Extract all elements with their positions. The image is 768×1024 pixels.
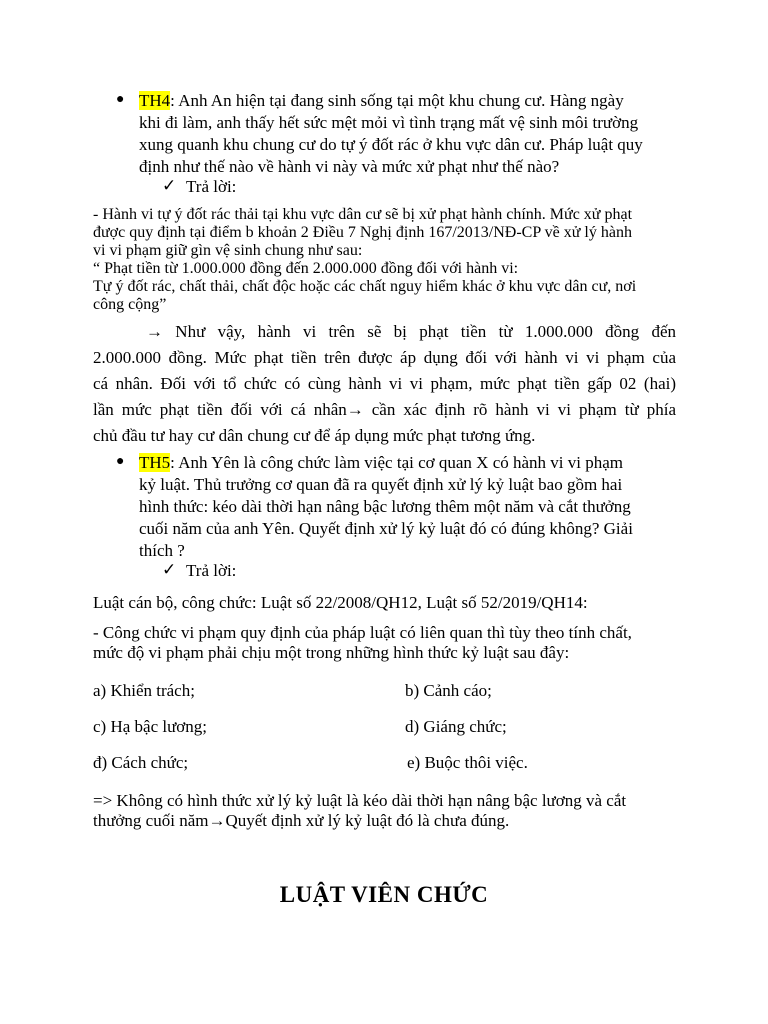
th5-question-line5: thích ?	[139, 541, 185, 560]
th4-conclusion-line: lần mức phạt tiền đối với cá nhân→ cần xác định rõ hành vi vi phạm từ phía	[93, 400, 676, 419]
th4-answer-line: vi vi phạm giữ gìn vệ sinh chung như sau:	[93, 242, 363, 259]
th4-answer-line: “ Phạt tiền từ 1.000.000 đồng đến 2.000.000 đồng đối với hành vi:	[93, 260, 519, 277]
th4-conclusion-line: → Như vậy, hành vi trên sẽ bị phạt tiền từ 1.000.000 đồng đến	[146, 322, 676, 341]
th4-answer-line: - Hành vi tự ý đốt rác thải tại khu vực dân cư sẽ bị xử phạt hành chính. Mức xử phạt	[93, 206, 633, 223]
th4-answer-line: công cộng”	[93, 296, 167, 313]
th4-question-line3: xung quanh khu chung cư do tự ý đốt rác ở khu vực dân cư. Pháp luật quy	[139, 135, 643, 154]
option-e: e) Buộc thôi việc.	[407, 753, 528, 772]
th5-rule-line2: mức độ vi phạm phải chịu một trong những hình thức kỷ luật sau đây:	[93, 643, 570, 662]
th4-answer-line: Tự ý đốt rác, chất thải, chất độc hoặc các chất nguy hiểm khác ở khu vực dân cư, nơi	[93, 278, 637, 295]
checkmark-icon: ✓	[162, 176, 177, 195]
th4-answer-label: Trả lời:	[186, 177, 237, 196]
option-c: c) Hạ bậc lương;	[93, 717, 208, 736]
option-d: d) Giáng chức;	[405, 717, 507, 736]
th5-law-reference: Luật cán bộ, công chức: Luật số 22/2008/QH12, Luật số 52/2019/QH14:	[93, 593, 588, 612]
option-a: a) Khiển trách;	[93, 681, 195, 700]
section-title: LUẬT VIÊN CHỨC	[279, 882, 489, 907]
th5-question-line2: kỷ luật. Thủ trưởng cơ quan đã ra quyết định xử lý kỷ luật bao gồm hai	[139, 475, 623, 494]
th5-answer-label: Trả lời:	[186, 561, 237, 580]
th4-question-line1: TH4: Anh An hiện tại đang sinh sống tại một khu chung cư. Hàng ngày	[139, 91, 624, 110]
bullet-icon: ●	[116, 92, 125, 107]
th5-label: TH5	[139, 453, 171, 472]
option-dd: đ) Cách chức;	[93, 753, 189, 772]
th4-answer-line: được quy định tại điểm b khoản 2 Điều 7 Nghị định 167/2013/NĐ-CP về xử lý hành	[93, 224, 632, 241]
th4-conclusion-line: cá nhân. Đối với tổ chức có cùng hành vi vi phạm, mức phạt tiền gấp 02 (hai)	[93, 374, 676, 393]
th4-label: TH4	[139, 91, 171, 110]
th5-question-line3: hình thức: kéo dài thời hạn nâng bậc lương thêm một năm và cắt thưởng	[139, 497, 631, 516]
bullet-icon: ●	[116, 454, 125, 469]
th4-question-line2: khi đi làm, anh thấy hết sức mệt mỏi vì tình trạng mất vệ sinh môi trường	[139, 113, 639, 132]
option-b: b) Cảnh cáo;	[405, 681, 492, 700]
th4-conclusion-line: chủ đầu tư hay cư dân chung cư để áp dụng mức phạt tương ứng.	[93, 426, 536, 445]
th5-final-line1: => Không có hình thức xử lý kỷ luật là kéo dài thời hạn nâng bậc lương và cắt	[93, 791, 627, 810]
checkmark-icon: ✓	[162, 560, 177, 579]
th4-question-line4: định như thế nào về hành vi này và mức xử phạt như thế nào?	[139, 157, 560, 176]
th5-question-line1: TH5: Anh Yên là công chức làm việc tại cơ quan X có hành vi vi phạm	[139, 453, 624, 472]
th5-rule-line1: - Công chức vi phạm quy định của pháp luật có liên quan thì tùy theo tính chất,	[93, 623, 632, 642]
th5-question-line4: cuối năm của anh Yên. Quyết định xử lý kỷ luật đó có đúng không? Giải	[139, 519, 633, 538]
th5-final-line2: thưởng cuối năm→Quyết định xử lý kỷ luật đó là chưa đúng.	[93, 811, 510, 830]
th4-conclusion-line: 2.000.000 đồng. Mức phạt tiền trên được áp dụng đối với hành vi vi phạm của	[93, 348, 676, 367]
